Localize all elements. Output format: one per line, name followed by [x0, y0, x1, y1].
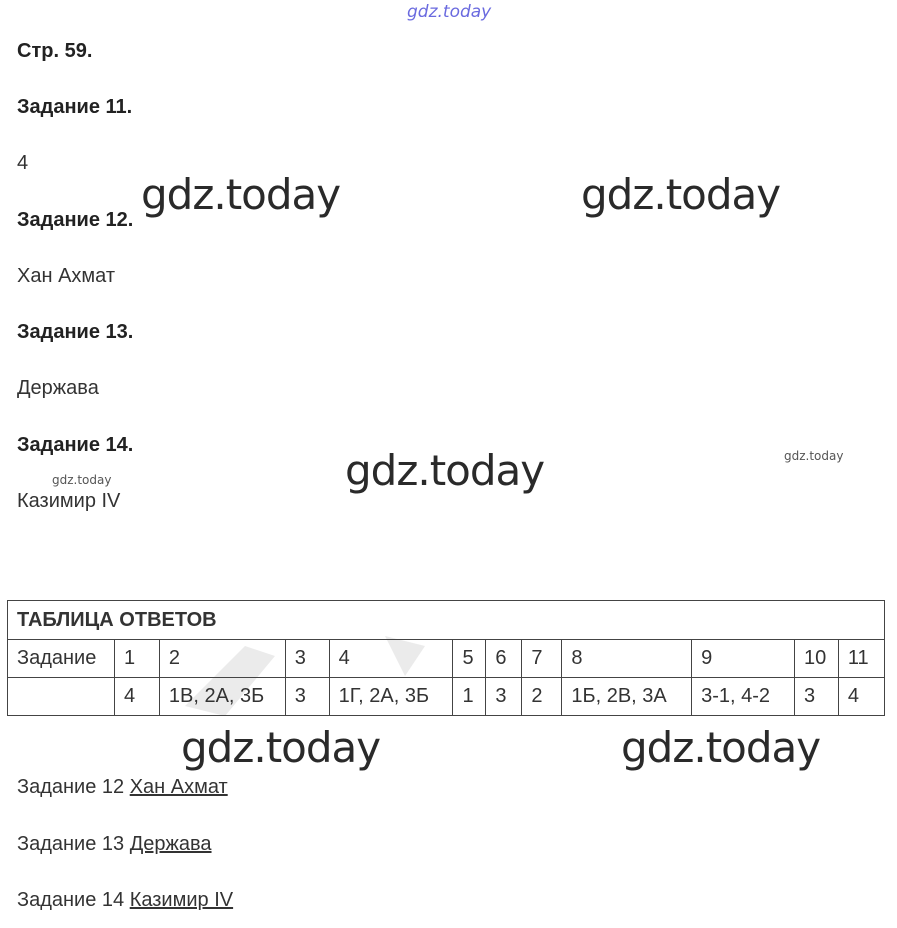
table-header-cell: 7 — [522, 640, 562, 678]
table-cell: 1В, 2А, 3Б — [159, 678, 285, 716]
summary-answer: Хан Ахмат — [129, 776, 228, 798]
table-header-cell: 1 — [114, 640, 159, 678]
table-header-cell: 8 — [562, 640, 692, 678]
table-cell: 3 — [794, 678, 838, 716]
task-answer: 4 — [17, 152, 29, 174]
watermark-large: gdz.today — [181, 723, 381, 772]
watermark-top: gdz.today — [407, 2, 492, 22]
table-cell: 1Г, 2А, 3Б — [329, 678, 453, 716]
task-title: Задание 14. — [17, 434, 134, 456]
task-answer: Казимир IV — [17, 490, 121, 512]
table-title-row — [8, 601, 885, 640]
table-row — [8, 678, 885, 716]
summary-label: Задание 14 — [17, 889, 125, 911]
table-header-cell: 6 — [486, 640, 522, 678]
table-cell: 2 — [522, 678, 562, 716]
table-cell: 1 — [453, 678, 486, 716]
table-cell: 3 — [285, 678, 329, 716]
watermark-large: gdz.today — [141, 170, 341, 219]
watermark-large: gdz.today — [621, 723, 821, 772]
table-title: ТАБЛИЦА ОТВЕТОВ — [8, 601, 885, 640]
summary-item — [17, 776, 228, 799]
summary-label: Задание 12 — [17, 776, 125, 798]
summary-answer: Казимир IV — [129, 889, 234, 911]
watermark-large: gdz.today — [581, 170, 781, 219]
table-header-cell: 3 — [285, 640, 329, 678]
task-answer: Держава — [17, 377, 99, 399]
table-cell: 4 — [838, 678, 884, 716]
table-header-cell: Задание — [8, 640, 115, 678]
summary-item — [17, 889, 233, 912]
table-header-cell: 10 — [794, 640, 838, 678]
table-cell: 4 — [114, 678, 159, 716]
table-cell: 3 — [486, 678, 522, 716]
watermark-small: gdz.today — [784, 449, 844, 463]
table-cell: 1Б, 2В, 3А — [562, 678, 692, 716]
watermark-large: gdz.today — [345, 446, 545, 495]
table-header-cell: 11 — [838, 640, 884, 678]
task-title: Задание 12. — [17, 209, 134, 231]
table-cell: 3-1, 4-2 — [692, 678, 795, 716]
answers-table — [7, 600, 885, 716]
table-header-cell: 5 — [453, 640, 486, 678]
page-label: Стр. 59. — [17, 40, 93, 62]
watermark-small: gdz.today — [52, 473, 112, 487]
summary-answer: Держава — [129, 833, 212, 855]
table-header-cell: 2 — [159, 640, 285, 678]
task-title: Задание 11. — [17, 96, 133, 118]
table-header-cell: 4 — [329, 640, 453, 678]
table-header-row — [8, 640, 885, 678]
summary-label: Задание 13 — [17, 833, 125, 855]
table-header-cell: 9 — [692, 640, 795, 678]
table-cell — [8, 678, 115, 716]
task-title: Задание 13. — [17, 321, 134, 343]
summary-item — [17, 833, 212, 856]
task-answer: Хан Ахмат — [17, 265, 115, 287]
